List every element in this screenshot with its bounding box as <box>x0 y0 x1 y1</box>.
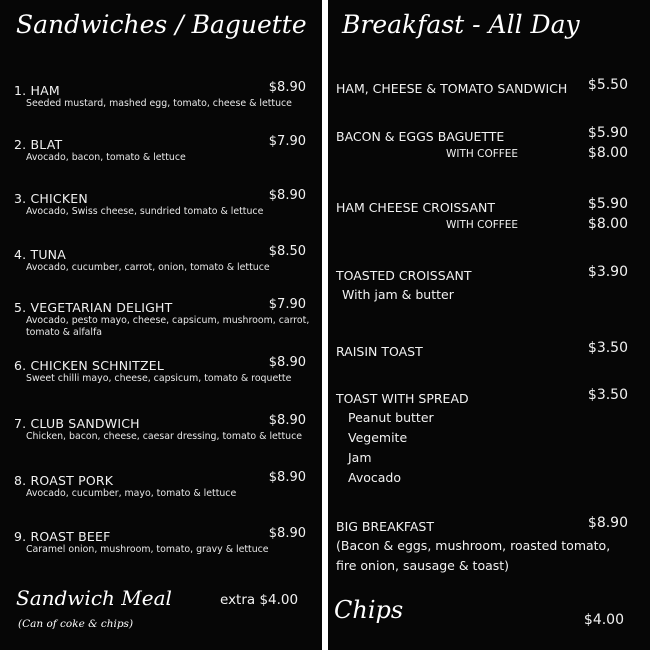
menu-item-club-sandwich <box>14 413 314 443</box>
menu-item-vegetarian-delight <box>14 297 314 339</box>
menu-item-bacon-eggs-baguette <box>336 126 638 166</box>
menu-item-chicken <box>14 188 314 218</box>
item-price: $8.90 <box>268 188 306 203</box>
menu-item-toast-with-spread <box>336 388 638 488</box>
item-name: 5. VEGETARIAN DELIGHT <box>14 300 173 315</box>
item-price: $5.50 <box>587 77 628 93</box>
breakfast-board-title: Breakfast - All Day <box>342 10 580 39</box>
item-name: 7. CLUB SANDWICH <box>14 416 140 431</box>
menu-item-ham-cheese-croissant <box>336 197 638 237</box>
breakfast-board <box>328 0 650 650</box>
item-description: Avocado, cucumber, carrot, onion, tomato & lettuce <box>26 262 270 273</box>
item-name: 1. HAM <box>14 83 60 98</box>
item-option: WITH COFFEE <box>446 148 519 160</box>
item-price: $8.90 <box>587 515 628 531</box>
item-name: 2. BLAT <box>14 137 63 152</box>
spread-option: Vegemite <box>348 430 408 445</box>
item-description: Chicken, bacon, cheese, caesar dressing, tomato & lettuce <box>26 431 303 442</box>
chips-title: Chips <box>334 596 404 624</box>
item-description: Sweet chilli mayo, cheese, capsicum, tomato & roquette <box>26 373 292 384</box>
item-name: TOAST WITH SPREAD <box>336 391 469 406</box>
item-option-price: $8.00 <box>587 216 628 232</box>
item-description: Avocado, pesto mayo, cheese, capsicum, mushroom, carrot, tomato & alfalfa <box>26 315 310 338</box>
item-name: HAM, CHEESE & TOMATO SANDWICH <box>336 81 568 96</box>
sandwich-meal-price: extra $4.00 <box>220 592 299 608</box>
item-description: Avocado, bacon, tomato & lettuce <box>26 152 186 163</box>
item-price: $8.90 <box>268 470 306 485</box>
item-price: $8.90 <box>268 526 306 541</box>
item-description: (Bacon & eggs, mushroom, roasted tomato, <box>336 538 611 553</box>
menu-item-toasted-croissant <box>336 265 638 305</box>
item-price: $3.50 <box>587 387 628 403</box>
sandwich-meal-note: (Can of coke & chips) <box>18 618 134 630</box>
menu-item-tuna <box>14 244 314 274</box>
menu-item-roast-pork <box>14 470 314 500</box>
sandwich-board <box>0 0 322 650</box>
spread-option: Jam <box>348 450 372 465</box>
item-name: RAISIN TOAST <box>336 344 423 359</box>
item-price: $8.90 <box>268 413 306 428</box>
item-name: 8. ROAST PORK <box>14 473 114 488</box>
menu-item-chicken-schnitzel <box>14 355 314 385</box>
menu-item-ham-cheese-tomato <box>336 78 638 98</box>
item-name: BIG BREAKFAST <box>336 519 434 534</box>
item-price: $8.50 <box>268 244 306 259</box>
item-price: $7.90 <box>268 134 306 149</box>
item-price: $3.50 <box>587 340 628 356</box>
item-description: Caramel onion, mushroom, tomato, gravy & lettuce <box>26 544 269 555</box>
menu-item-raisin-toast <box>336 341 638 361</box>
sandwich-board-title: Sandwiches / Baguette <box>16 10 307 39</box>
menu-item-ham <box>14 80 314 110</box>
menu-item-roast-beef <box>14 526 314 556</box>
item-price: $5.90 <box>587 125 628 141</box>
item-name: 3. CHICKEN <box>14 191 88 206</box>
menu-item-blat <box>14 134 314 164</box>
item-name: BACON & EGGS BAGUETTE <box>336 129 505 144</box>
item-price: $5.90 <box>587 196 628 212</box>
item-name: HAM CHEESE CROISSANT <box>336 200 496 215</box>
chips-price: $4.00 <box>583 612 624 628</box>
spread-option: Avocado <box>348 470 401 485</box>
item-price: $3.90 <box>587 264 628 280</box>
item-name: TOASTED CROISSANT <box>336 268 472 283</box>
menu-item-big-breakfast <box>336 516 638 576</box>
sandwich-meal-title: Sandwich Meal <box>16 586 172 610</box>
item-option: WITH COFFEE <box>446 219 519 231</box>
item-description: Seeded mustard, mashed egg, tomato, cheese & lettuce <box>26 98 292 109</box>
item-price: $8.90 <box>268 355 306 370</box>
item-description: Avocado, Swiss cheese, sundried tomato & lettuce <box>26 206 264 217</box>
item-description: fire onion, sausage & toast) <box>336 558 510 573</box>
spread-option: Peanut butter <box>348 410 434 425</box>
item-description: Avocado, cucumber, mayo, tomato & lettuce <box>26 488 237 499</box>
item-name: 9. ROAST BEEF <box>14 529 111 544</box>
item-name: 6. CHICKEN SCHNITZEL <box>14 358 165 373</box>
item-name: 4. TUNA <box>14 247 66 262</box>
item-extra: With jam & butter <box>342 287 454 302</box>
item-option-price: $8.00 <box>587 145 628 161</box>
item-price: $8.90 <box>268 80 306 95</box>
item-price: $7.90 <box>268 297 306 312</box>
